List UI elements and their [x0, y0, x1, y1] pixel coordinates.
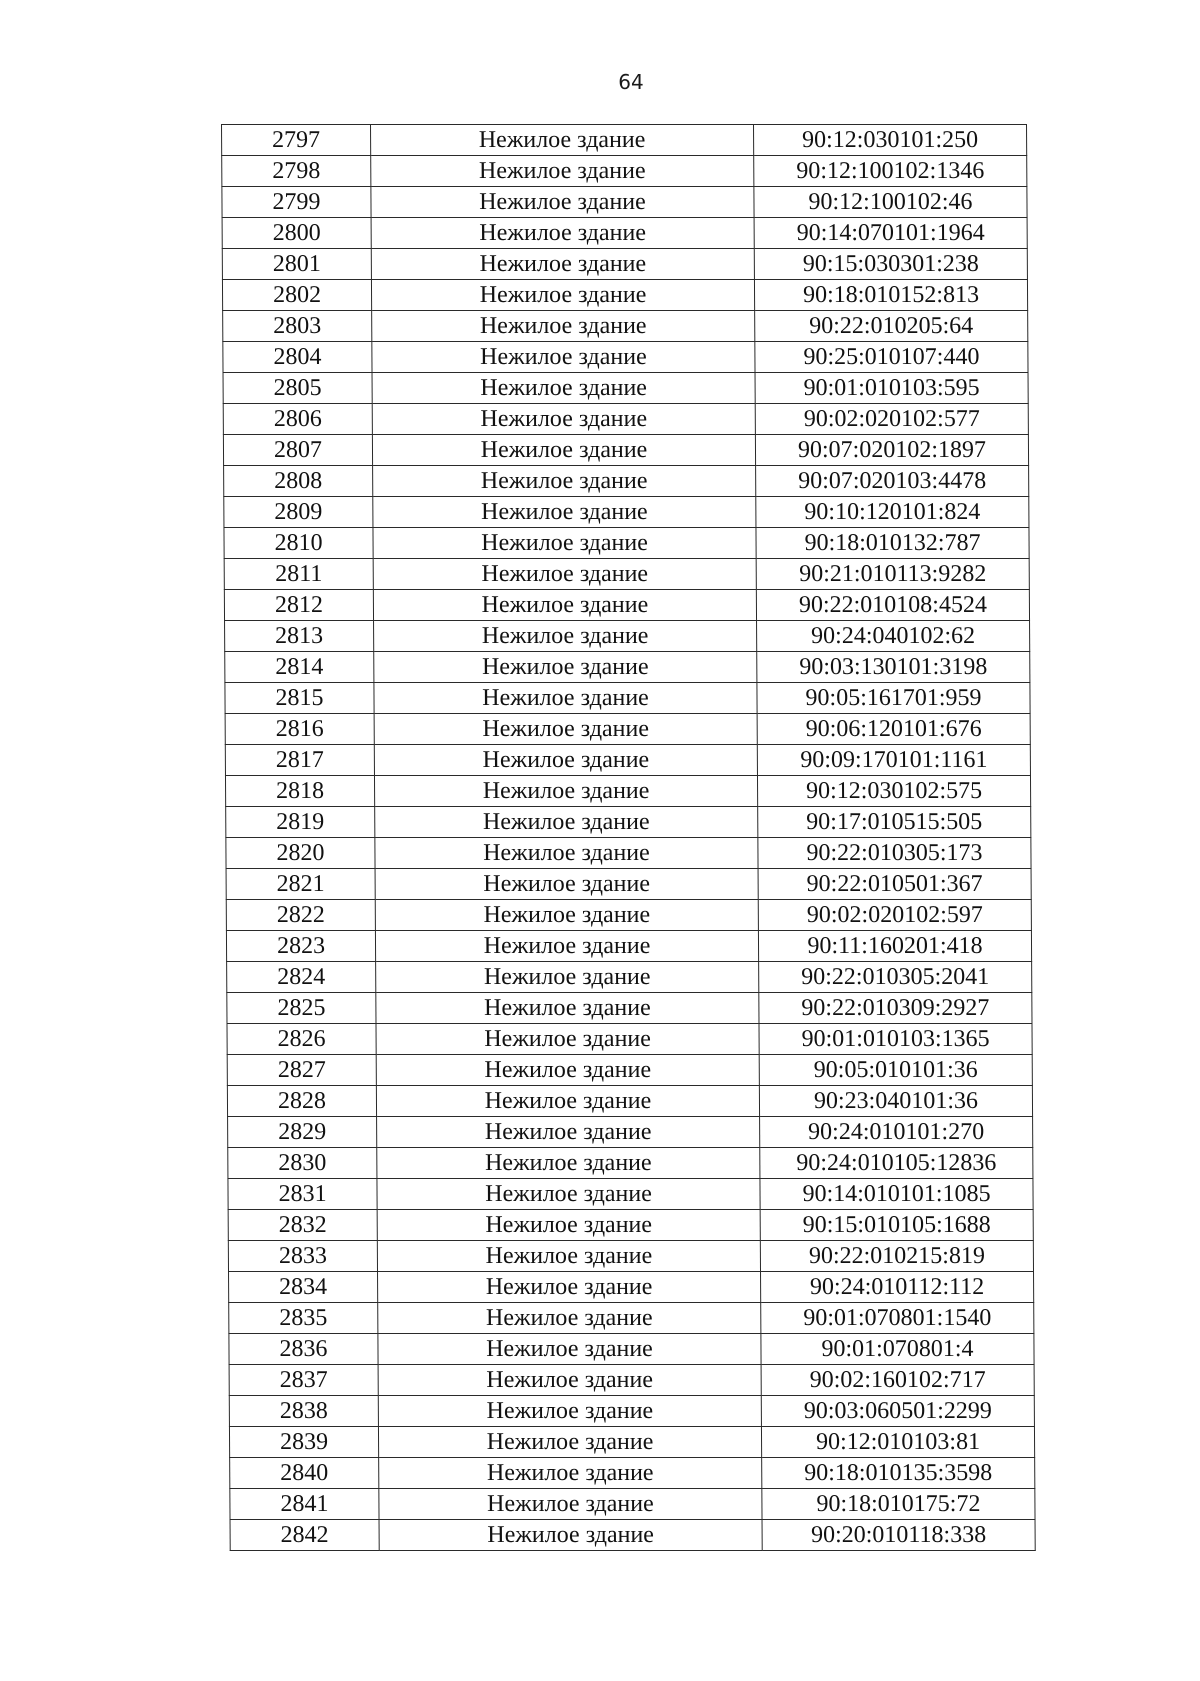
table-row [224, 528, 1029, 559]
table-row [225, 652, 1030, 683]
object-type-cell: Нежилое здание [372, 404, 755, 435]
cadastral-number-cell: 90:02:020102:597 [758, 900, 1031, 931]
object-type-cell: Нежилое здание [379, 1520, 762, 1551]
object-type-cell: Нежилое здание [371, 156, 754, 187]
table-row [227, 962, 1032, 993]
object-type-cell: Нежилое здание [374, 621, 757, 652]
object-type-cell: Нежилое здание [379, 1458, 762, 1489]
cadastral-number-cell: 90:12:100102:46 [754, 187, 1027, 218]
cadastral-number-cell: 90:11:160201:418 [758, 931, 1031, 962]
cadastral-number-cell: 90:02:160102:717 [761, 1365, 1034, 1396]
cadastral-number-cell: 90:06:120101:676 [757, 714, 1030, 745]
row-number-cell: 2797 [222, 125, 371, 156]
cadastral-number-cell: 90:15:030301:238 [754, 249, 1027, 280]
row-number-cell: 2839 [229, 1427, 378, 1458]
row-number-cell: 2836 [229, 1334, 378, 1365]
table-row [226, 838, 1031, 869]
row-number-cell: 2837 [229, 1365, 378, 1396]
row-number-cell: 2800 [222, 218, 371, 249]
table-row [228, 1241, 1033, 1272]
object-type-cell: Нежилое здание [374, 714, 757, 745]
row-number-cell: 2822 [226, 900, 375, 931]
row-number-cell: 2824 [227, 962, 376, 993]
table-row [226, 931, 1031, 962]
cadastral-number-cell: 90:03:060501:2299 [761, 1396, 1034, 1427]
table-row [226, 807, 1031, 838]
row-number-cell: 2830 [228, 1148, 377, 1179]
table-row [223, 373, 1028, 404]
cadastral-number-cell: 90:12:030101:250 [754, 125, 1027, 156]
table-row [222, 125, 1027, 156]
row-number-cell: 2799 [222, 187, 371, 218]
table-row [225, 745, 1030, 776]
table-row [224, 590, 1029, 621]
table-row [227, 1024, 1032, 1055]
cadastral-number-cell: 90:18:010135:3598 [762, 1458, 1035, 1489]
row-number-cell: 2832 [228, 1210, 377, 1241]
table-row [224, 497, 1029, 528]
object-type-cell: Нежилое здание [377, 1210, 760, 1241]
object-type-cell: Нежилое здание [374, 745, 757, 776]
table-row [229, 1427, 1034, 1458]
cadastral-number-cell: 90:24:010101:270 [760, 1117, 1033, 1148]
cadastral-number-cell: 90:15:010105:1688 [760, 1210, 1033, 1241]
table-row [225, 776, 1030, 807]
cadastral-number-cell: 90:24:040102:62 [757, 621, 1030, 652]
object-type-cell: Нежилое здание [375, 869, 758, 900]
cadastral-number-cell: 90:12:030102:575 [757, 776, 1030, 807]
row-number-cell: 2823 [226, 931, 375, 962]
object-type-cell: Нежилое здание [375, 807, 758, 838]
cadastral-number-cell: 90:03:130101:3198 [757, 652, 1030, 683]
cadastral-number-cell: 90:18:010175:72 [762, 1489, 1035, 1520]
table-row [229, 1365, 1034, 1396]
cadastral-number-cell: 90:18:010152:813 [754, 280, 1027, 311]
row-number-cell: 2834 [229, 1272, 378, 1303]
table-row [223, 404, 1028, 435]
row-number-cell: 2833 [228, 1241, 377, 1272]
object-type-cell: Нежилое здание [373, 497, 756, 528]
table-row [227, 993, 1032, 1024]
table-row [225, 714, 1030, 745]
object-type-cell: Нежилое здание [373, 466, 756, 497]
cadastral-number-cell: 90:24:010112:112 [761, 1272, 1034, 1303]
cadastral-number-cell: 90:07:020103:4478 [756, 466, 1029, 497]
cadastral-number-cell: 90:17:010515:505 [758, 807, 1031, 838]
object-type-cell: Нежилое здание [373, 590, 756, 621]
row-number-cell: 2810 [224, 528, 373, 559]
object-type-cell: Нежилое здание [376, 1086, 759, 1117]
object-type-cell: Нежилое здание [376, 962, 759, 993]
cadastral-number-cell: 90:05:010101:36 [759, 1055, 1032, 1086]
cadastral-number-cell: 90:25:010107:440 [755, 342, 1028, 373]
cadastral-number-cell: 90:22:010305:173 [758, 838, 1031, 869]
object-type-cell: Нежилое здание [371, 187, 754, 218]
object-type-cell: Нежилое здание [371, 125, 754, 156]
cadastral-number-cell: 90:18:010132:787 [756, 528, 1029, 559]
table-row [225, 683, 1030, 714]
row-number-cell: 2838 [229, 1396, 378, 1427]
cadastral-number-cell: 90:14:010101:1085 [760, 1179, 1033, 1210]
object-type-cell: Нежилое здание [372, 342, 755, 373]
table-row [223, 311, 1028, 342]
cadastral-number-cell: 90:10:120101:824 [756, 497, 1029, 528]
table-row [230, 1489, 1035, 1520]
row-number-cell: 2813 [225, 621, 374, 652]
row-number-cell: 2831 [228, 1179, 377, 1210]
row-number-cell: 2802 [222, 280, 371, 311]
row-number-cell: 2818 [225, 776, 374, 807]
object-type-cell: Нежилое здание [375, 931, 758, 962]
table-row [222, 280, 1027, 311]
table-row [226, 869, 1031, 900]
object-type-cell: Нежилое здание [371, 218, 754, 249]
row-number-cell: 2817 [225, 745, 374, 776]
table-row [229, 1334, 1034, 1365]
object-type-cell: Нежилое здание [378, 1396, 761, 1427]
object-type-cell: Нежилое здание [374, 776, 757, 807]
cadastral-number-cell: 90:22:010309:2927 [759, 993, 1032, 1024]
cadastral-number-cell: 90:23:040101:36 [759, 1086, 1032, 1117]
table-row [230, 1458, 1035, 1489]
table-row [222, 187, 1027, 218]
row-number-cell: 2829 [228, 1117, 377, 1148]
object-type-cell: Нежилое здание [371, 280, 754, 311]
table-row [223, 342, 1028, 373]
object-type-cell: Нежилое здание [376, 993, 759, 1024]
object-type-cell: Нежилое здание [377, 1241, 760, 1272]
cadastral-number-cell: 90:12:100102:1346 [754, 156, 1027, 187]
table-row [222, 156, 1027, 187]
row-number-cell: 2801 [222, 249, 371, 280]
table-row [228, 1117, 1033, 1148]
row-number-cell: 2816 [225, 714, 374, 745]
row-number-cell: 2842 [230, 1520, 379, 1551]
object-type-cell: Нежилое здание [377, 1117, 760, 1148]
table-row [229, 1396, 1034, 1427]
cadastral-number-cell: 90:22:010305:2041 [759, 962, 1032, 993]
table-row [228, 1210, 1033, 1241]
cadastral-number-cell: 90:24:010105:12836 [760, 1148, 1033, 1179]
row-number-cell: 2814 [225, 652, 374, 683]
property-registry-table [221, 124, 1036, 1551]
row-number-cell: 2820 [226, 838, 375, 869]
table-body [222, 125, 1036, 1551]
object-type-cell: Нежилое здание [372, 373, 755, 404]
table-row [224, 559, 1029, 590]
object-type-cell: Нежилое здание [373, 559, 756, 590]
row-number-cell: 2821 [226, 869, 375, 900]
row-number-cell: 2835 [229, 1303, 378, 1334]
object-type-cell: Нежилое здание [375, 838, 758, 869]
table-row [227, 1086, 1032, 1117]
row-number-cell: 2809 [224, 497, 373, 528]
row-number-cell: 2826 [227, 1024, 376, 1055]
row-number-cell: 2819 [226, 807, 375, 838]
cadastral-number-cell: 90:22:010205:64 [755, 311, 1028, 342]
row-number-cell: 2812 [224, 590, 373, 621]
row-number-cell: 2840 [230, 1458, 379, 1489]
object-type-cell: Нежилое здание [377, 1148, 760, 1179]
cadastral-number-cell: 90:22:010108:4524 [756, 590, 1029, 621]
table-row [226, 900, 1031, 931]
page-number: 64 [618, 70, 644, 94]
row-number-cell: 2828 [227, 1086, 376, 1117]
cadastral-number-cell: 90:01:070801:1540 [761, 1303, 1034, 1334]
row-number-cell: 2825 [227, 993, 376, 1024]
table-row [229, 1303, 1034, 1334]
row-number-cell: 2806 [223, 404, 372, 435]
object-type-cell: Нежилое здание [374, 683, 757, 714]
row-number-cell: 2807 [223, 435, 372, 466]
object-type-cell: Нежилое здание [379, 1489, 762, 1520]
object-type-cell: Нежилое здание [376, 1024, 759, 1055]
table-row [222, 249, 1027, 280]
table-row [228, 1148, 1033, 1179]
cadastral-number-cell: 90:09:170101:1161 [757, 745, 1030, 776]
row-number-cell: 2815 [225, 683, 374, 714]
row-number-cell: 2804 [223, 342, 372, 373]
cadastral-number-cell: 90:01:010103:595 [755, 373, 1028, 404]
cadastral-number-cell: 90:05:161701:959 [757, 683, 1030, 714]
row-number-cell: 2803 [223, 311, 372, 342]
object-type-cell: Нежилое здание [378, 1427, 761, 1458]
row-number-cell: 2827 [227, 1055, 376, 1086]
object-type-cell: Нежилое здание [371, 249, 754, 280]
object-type-cell: Нежилое здание [378, 1365, 761, 1396]
object-type-cell: Нежилое здание [378, 1303, 761, 1334]
object-type-cell: Нежилое здание [378, 1334, 761, 1365]
cadastral-number-cell: 90:07:020102:1897 [755, 435, 1028, 466]
object-type-cell: Нежилое здание [372, 435, 755, 466]
object-type-cell: Нежилое здание [372, 311, 755, 342]
table-row [222, 218, 1027, 249]
object-type-cell: Нежилое здание [374, 652, 757, 683]
table-row [224, 466, 1029, 497]
table-row [228, 1179, 1033, 1210]
object-type-cell: Нежилое здание [376, 1055, 759, 1086]
row-number-cell: 2808 [224, 466, 373, 497]
cadastral-number-cell: 90:22:010501:367 [758, 869, 1031, 900]
table-row [229, 1272, 1034, 1303]
object-type-cell: Нежилое здание [378, 1272, 761, 1303]
cadastral-number-cell: 90:14:070101:1964 [754, 218, 1027, 249]
cadastral-number-cell: 90:20:010118:338 [762, 1520, 1035, 1551]
table-row [223, 435, 1028, 466]
object-type-cell: Нежилое здание [375, 900, 758, 931]
object-type-cell: Нежилое здание [377, 1179, 760, 1210]
cadastral-number-cell: 90:02:020102:577 [755, 404, 1028, 435]
cadastral-number-cell: 90:12:010103:81 [761, 1427, 1034, 1458]
row-number-cell: 2805 [223, 373, 372, 404]
cadastral-number-cell: 90:01:010103:1365 [759, 1024, 1032, 1055]
row-number-cell: 2841 [230, 1489, 379, 1520]
cadastral-number-cell: 90:22:010215:819 [760, 1241, 1033, 1272]
cadastral-number-cell: 90:21:010113:9282 [756, 559, 1029, 590]
table-row [225, 621, 1030, 652]
row-number-cell: 2811 [224, 559, 373, 590]
cadastral-number-cell: 90:01:070801:4 [761, 1334, 1034, 1365]
table-row [227, 1055, 1032, 1086]
row-number-cell: 2798 [222, 156, 371, 187]
object-type-cell: Нежилое здание [373, 528, 756, 559]
table-row [230, 1520, 1035, 1551]
